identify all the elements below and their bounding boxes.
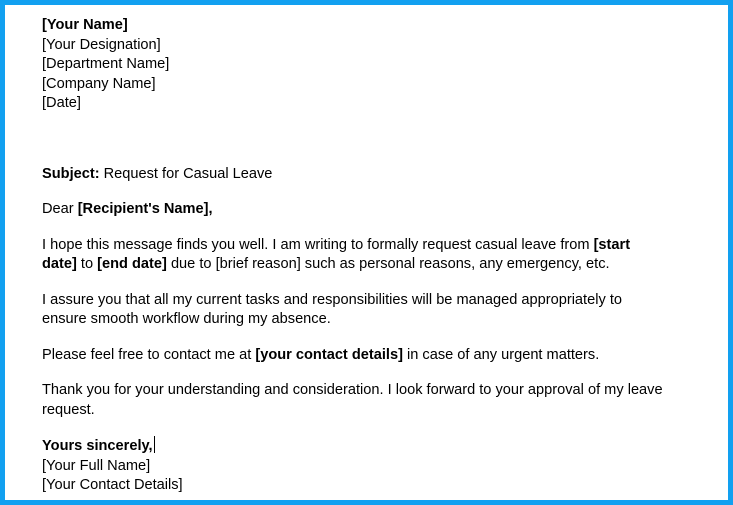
salutation xyxy=(42,200,692,220)
paragraph-intro-text-c: due to [brief reason] such as personal reasons, any emergency, etc. xyxy=(166,256,610,272)
spacer xyxy=(42,114,692,165)
contact-details-placeholder: [your contact details] xyxy=(255,346,403,363)
end-date-placeholder: [end date] xyxy=(97,256,167,272)
text-cursor xyxy=(154,436,156,453)
valediction-text: Yours sincerely, xyxy=(42,438,153,454)
paragraph-intro-text-b: to xyxy=(76,256,98,272)
subject-text: Request for Casual Leave xyxy=(99,165,273,182)
recipient-name: [Recipient's Name], xyxy=(77,201,213,217)
sender-department: [Department Name] xyxy=(42,56,170,72)
paragraph-intro-text-a: I hope this message finds you well. I am writing to formally request casual leave from xyxy=(42,236,594,253)
paragraph-thanks: Thank you for your understanding and consideration. I look forward to your approval of my leave request. xyxy=(42,382,663,418)
signer-full-name: [Your Full Name] xyxy=(42,457,151,474)
paragraph-contact-text-b: in case of any urgent matters. xyxy=(402,346,600,363)
letter-date: [Date] xyxy=(42,95,81,111)
letter-body[interactable] xyxy=(42,16,692,496)
subject-label: Subject: xyxy=(42,165,100,182)
sender-company: [Company Name] xyxy=(42,75,156,92)
start-date-placeholder: [start date] xyxy=(42,236,631,272)
sender-name: [Your Name] xyxy=(42,17,128,33)
paragraph-contact-text-a: Please feel free to contact me at xyxy=(42,346,256,363)
paragraph-contact xyxy=(42,346,662,366)
valediction xyxy=(42,436,692,457)
paragraph-intro xyxy=(42,236,642,275)
sender-designation: [Your Designation] xyxy=(42,36,161,53)
signer-contact-details: [Your Contact Details] xyxy=(42,477,183,493)
subject-line xyxy=(42,165,692,185)
paragraph-assurance: I assure you that all my current tasks and responsibilities will be managed appropriately to ensure smooth workflow during my absence. xyxy=(42,291,622,327)
salutation-prefix: Dear xyxy=(42,201,78,217)
